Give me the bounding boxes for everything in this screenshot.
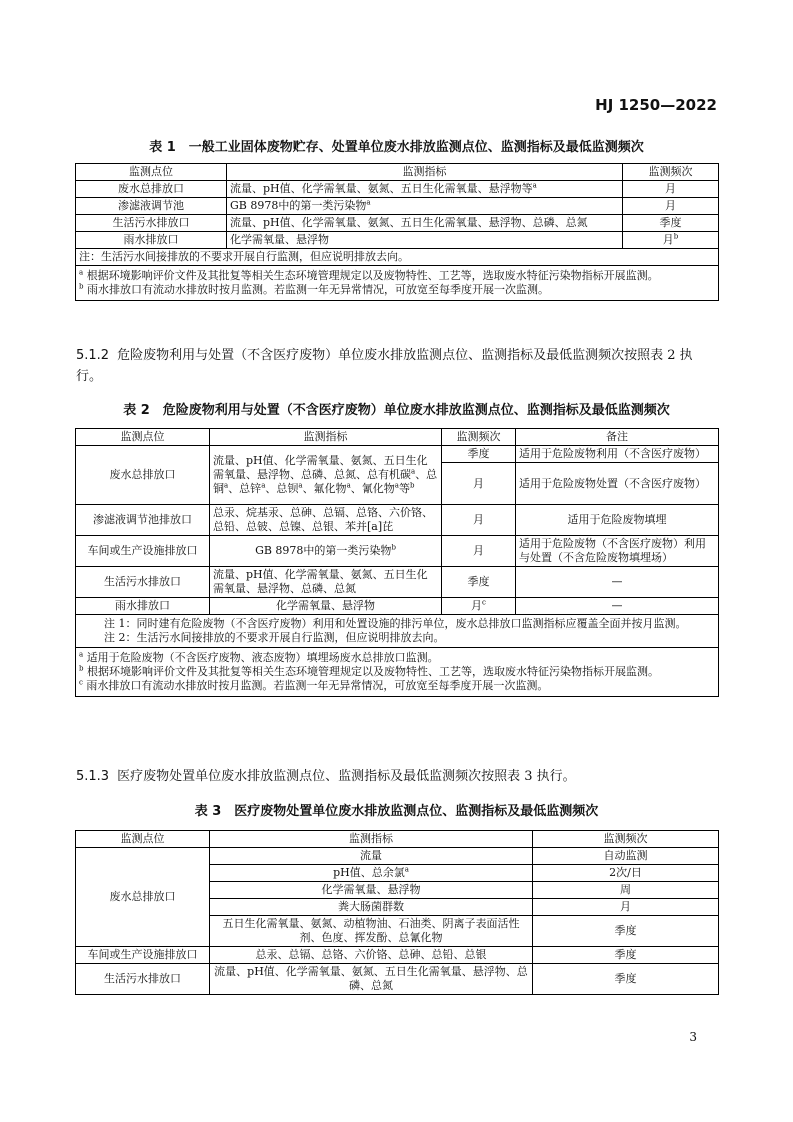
cell: 月$^c$ [442, 598, 516, 615]
table-note: 注：生活污水间接排放的不要求开展自行监测，但应说明排放去向。 [76, 249, 719, 266]
cell: 生活污水排放口 [76, 964, 210, 995]
table-row [76, 215, 719, 232]
cell: 季度 [442, 446, 516, 463]
cell: 月 [533, 899, 719, 916]
cell: 化学需氧量、悬浮物 [210, 882, 533, 899]
table-row [76, 567, 719, 598]
table-header-row [76, 831, 719, 848]
paragraph-text: 医疗废物处置单位废水排放监测点位、监测指标及最低监测频次按照表 3 执行。 [117, 769, 576, 784]
table-footnote-row [76, 266, 719, 301]
table-row [76, 536, 719, 567]
cell: 适用于危险废物填埋 [516, 505, 719, 536]
table2 [75, 428, 719, 697]
cell: 月 [442, 505, 516, 536]
cell: 生活污水排放口 [76, 567, 210, 598]
cell [227, 198, 623, 215]
cell: 化学需氧量、悬浮物 [210, 598, 442, 615]
col-header: 监测指标 [210, 429, 442, 446]
table1 [75, 163, 719, 301]
cell: 废水总排放口 [76, 181, 227, 198]
table-row [76, 232, 719, 249]
table-note-row [76, 615, 719, 648]
table-row [76, 964, 719, 995]
col-header: 监测频次 [623, 164, 719, 181]
table-row [76, 198, 719, 215]
cell: 月 [442, 463, 516, 505]
table-header-row [76, 429, 719, 446]
table-header-row [76, 164, 719, 181]
table-row [76, 446, 719, 463]
cell: 生活污水排放口 [76, 215, 227, 232]
cell: 季度 [442, 567, 516, 598]
col-header: 监测指标 [210, 831, 533, 848]
footnote-mark: a [532, 181, 537, 190]
cell: 五日生化需氧量、氨氮、动植物油、石油类、阴离子表面活性剂、色度、挥发酚、总氰化物 [210, 916, 533, 947]
section-number: 5.1.2 [76, 348, 110, 363]
cell: 适用于危险废物（不含医疗废物）利用与处置（不含危险废物填埋场） [516, 536, 719, 567]
col-header: 监测点位 [76, 429, 210, 446]
cell-text: 流量、pH值、化学需氧量、氨氮、五日生化需氧量、悬浮物等 [230, 182, 533, 195]
cell: 流量、pH值、化学需氧量、氨氮、五日生化需氧量、悬浮物、总磷、总氮 [210, 567, 442, 598]
cell: 车间或生产设施排放口 [76, 947, 210, 964]
table-row [76, 505, 719, 536]
cell: 流量、pH值、化学需氧量、氨氮、五日生化需氧量、悬浮物、总磷、总氮 [227, 215, 623, 232]
cell: 自动监测 [533, 848, 719, 865]
table-note-row [76, 249, 719, 266]
footnote-mark: a [366, 198, 371, 207]
col-header: 监测点位 [76, 164, 227, 181]
cell: 总汞、总镉、总铬、六价铬、总砷、总铅、总银 [210, 947, 533, 964]
table-note-2: 注 2：生活污水间接排放的不要求开展自行监测，但应说明排放去向。 [104, 631, 445, 644]
cell: 总汞、烷基汞、总砷、总镉、总铬、六价铬、总铅、总铍、总镍、总银、苯并[a]芘 [210, 505, 442, 536]
paragraph-5-1-3 [76, 766, 716, 787]
col-header: 监测指标 [227, 164, 623, 181]
table-row [76, 848, 719, 865]
cell: 周 [533, 882, 719, 899]
cell: pH值、总余氯$^a$ [210, 865, 533, 882]
section-number: 5.1.3 [76, 769, 110, 784]
paragraph-5-1-2 [76, 345, 716, 387]
cell: 雨水排放口 [76, 598, 210, 615]
cell: 流量、pH值、化学需氧量、氨氮、五日生化需氧量、悬浮物、总磷、总氮 [210, 964, 533, 995]
cell [623, 232, 719, 249]
cell: 季度 [533, 916, 719, 947]
footnote-mark: b [673, 232, 679, 241]
footnote-b: $^b$ 根据环境影响评价文件及其批复等相关生态环境管理规定以及废物特性、工艺等，选取废水特征污染物指标开展监测。 [79, 664, 659, 678]
cell: 适用于危险废物处置（不含医疗废物） [516, 463, 719, 505]
col-header: 监测频次 [533, 831, 719, 848]
table1-caption: 表 1 一般工业固体废物贮存、处置单位废水排放监测点位、监测指标及最低监测频次 [149, 140, 644, 155]
cell: 雨水排放口 [76, 232, 227, 249]
document-code: HJ 1250—2022 [595, 96, 717, 114]
cell: 废水总排放口 [76, 446, 210, 505]
table-footnote-row [76, 648, 719, 697]
cell [227, 181, 623, 198]
table-row [76, 947, 719, 964]
table-note-1: 注 1：同时建有危险废物（不含医疗废物）利用和处置设施的排污单位，废水总排放口监测指标应覆盖全面并按月监测。 [104, 617, 687, 630]
cell: GB 8978中的第一类污染物$^b$ [210, 536, 442, 567]
paragraph-text: 危险废物利用与处置（不含医疗废物）单位废水排放监测点位、监测指标及最低监测频次按照表 2 执行。 [76, 348, 693, 384]
col-header: 备注 [516, 429, 719, 446]
cell: 2次/日 [533, 865, 719, 882]
cell-text: 月 [662, 233, 674, 246]
cell: — [516, 567, 719, 598]
footnote-c: $^c$ 雨水排放口有流动水排放时按月监测。若监测一年无异常情况，可放宽至每季度开展一次监测。 [79, 678, 549, 692]
cell: — [516, 598, 719, 615]
table-row [76, 181, 719, 198]
footnote-a: $^a$ 适用于危险废物（不含医疗废物、液态废物）填埋场废水总排放口监测。 [79, 650, 439, 664]
cell: 车间或生产设施排放口 [76, 536, 210, 567]
cell-text: GB 8978中的第一类污染物 [230, 199, 367, 212]
col-header: 监测频次 [442, 429, 516, 446]
cell: 化学需氧量、悬浮物 [227, 232, 623, 249]
cell: 粪大肠菌群数 [210, 899, 533, 916]
table3 [75, 830, 719, 995]
footnote-b: $^b$ 雨水排放口有流动水排放时按月监测。若监测一年无异常情况，可放宽至每季度开展一次监测。 [79, 282, 549, 296]
col-header: 监测点位 [76, 831, 210, 848]
cell: 废水总排放口 [76, 848, 210, 947]
table2-caption: 表 2 危险废物利用与处置（不含医疗废物）单位废水排放监测点位、监测指标及最低监测频次 [123, 403, 670, 418]
cell: 月 [623, 181, 719, 198]
page-number: 3 [689, 1030, 697, 1044]
footnote-a: $^a$ 根据环境影响评价文件及其批复等相关生态环境管理规定以及废物特性、工艺等，选取废水特征污染物指标开展监测。 [79, 268, 659, 282]
table3-caption: 表 3 医疗废物处置单位废水排放监测点位、监测指标及最低监测频次 [194, 804, 599, 819]
cell: 月 [623, 198, 719, 215]
cell: 流量、pH值、化学需氧量、氨氮、五日生化需氧量、悬浮物、总磷、总氮、总有机碳$^a$、总铜$^a$、总锌$^a$、总钡$^a$、氟化物$^a$、氰化物$^a$等$^b$ [210, 446, 442, 505]
cell: 渗滤液调节池排放口 [76, 505, 210, 536]
cell: 渗滤液调节池 [76, 198, 227, 215]
cell: 月 [442, 536, 516, 567]
cell: 季度 [533, 947, 719, 964]
cell: 季度 [533, 964, 719, 995]
cell: 流量 [210, 848, 533, 865]
cell: 适用于危险废物利用（不含医疗废物） [516, 446, 719, 463]
cell: 季度 [623, 215, 719, 232]
table-row [76, 598, 719, 615]
